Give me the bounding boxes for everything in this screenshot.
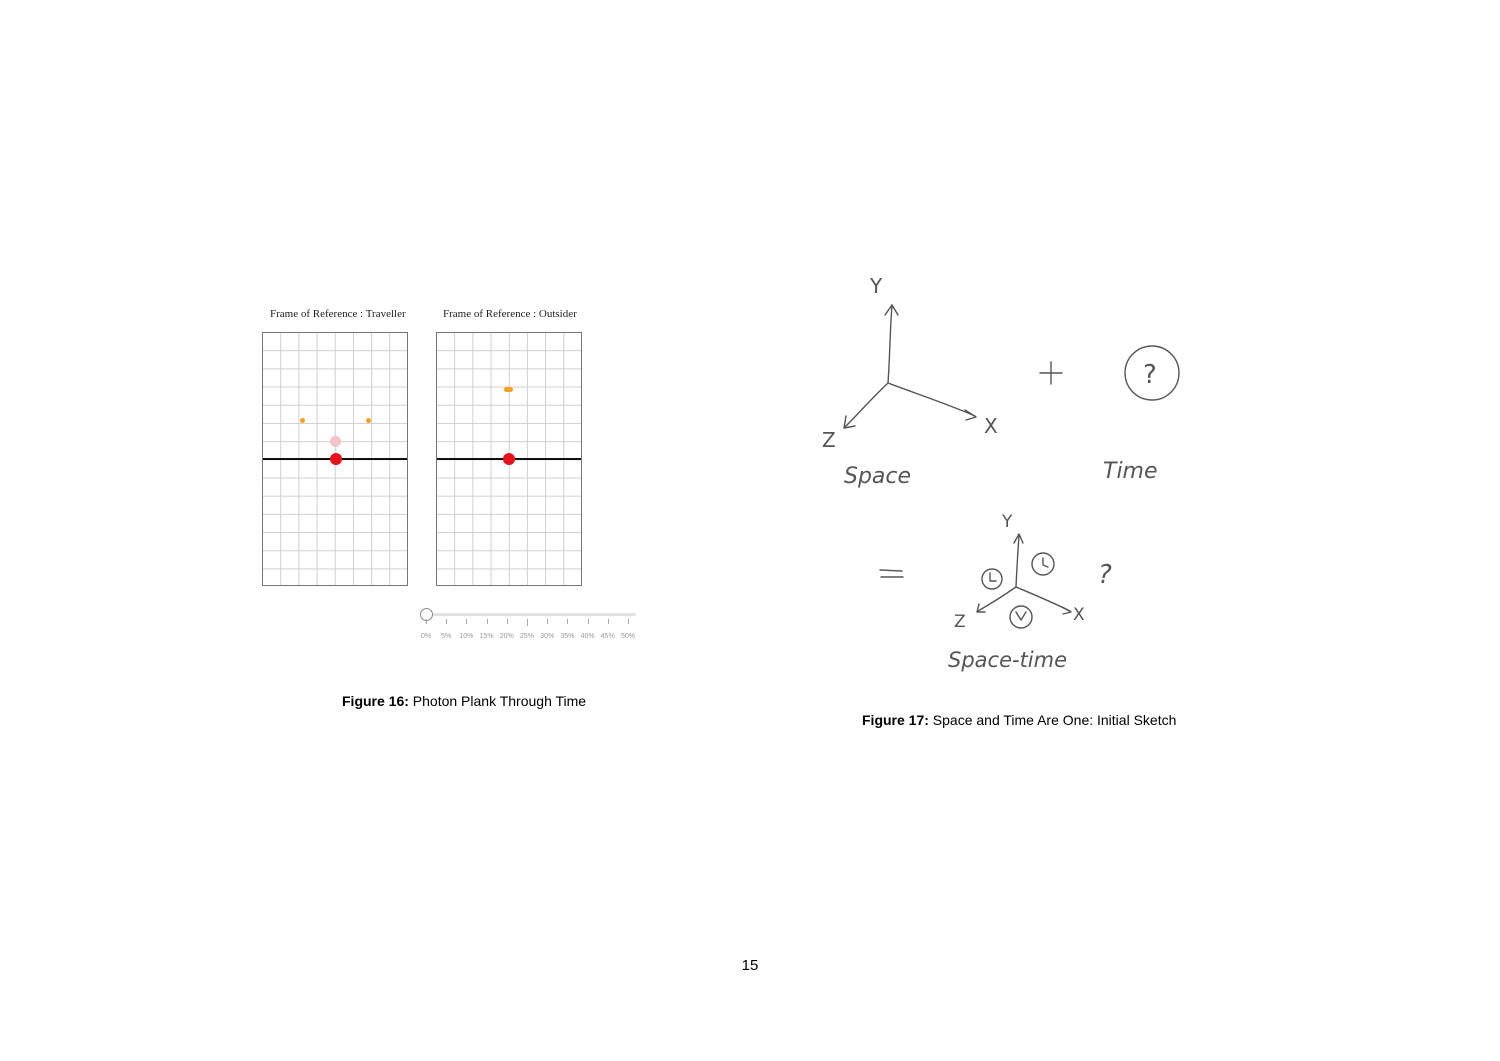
spacetime-sketch [800, 265, 1220, 685]
spacetime-label: Space-time [948, 648, 1068, 672]
plank-marker [330, 453, 342, 465]
slider-tick-label: 30% [540, 633, 555, 640]
slider-tick [567, 619, 568, 624]
slider-tick-label: 50% [620, 633, 636, 640]
space-x-axis [888, 383, 975, 416]
figure17-caption [862, 712, 1176, 728]
plank-ghost [330, 436, 341, 447]
slider-track [424, 613, 636, 616]
photon-pair [504, 387, 513, 392]
slider-tick [608, 619, 609, 624]
slider-ticks [426, 619, 628, 627]
spacetime-x-label: X [1073, 605, 1085, 625]
question-mark: ? [1098, 560, 1112, 590]
slider-tick [507, 619, 508, 624]
slider-tick-label: 5% [441, 633, 452, 640]
slider-tick [527, 619, 528, 626]
time-label: Time [1103, 459, 1158, 484]
space-y-label: Y [870, 274, 883, 298]
slider-tick [588, 619, 589, 624]
figure16-caption [342, 693, 586, 709]
outsider-frame-title: Frame of Reference : Outsider [443, 308, 577, 320]
slider-tick-label: 35% [560, 633, 575, 640]
slider-tick [446, 619, 447, 624]
slider-tick [547, 619, 548, 624]
slider-tick [628, 619, 629, 624]
slider-tick-label: 15% [479, 633, 494, 640]
outsider-grid-panel [436, 332, 582, 586]
figure16-label: Figure 16: [342, 693, 409, 709]
slider-tick [487, 619, 488, 624]
slider-tick [466, 619, 467, 624]
space-x-label: X [984, 414, 998, 438]
slider-tick-label: 0% [420, 633, 432, 640]
figure17-text: Space and Time Are One: Initial Sketch [932, 712, 1177, 728]
plus-sign [1040, 362, 1062, 384]
plank-marker [503, 453, 515, 465]
figure17-label: Figure 17: [862, 712, 929, 728]
slider-tick [426, 619, 427, 624]
space-y-axis [888, 305, 892, 383]
space-label: Space [844, 464, 912, 489]
spacetime-z-label: Z [954, 612, 966, 632]
time-symbol: ? [1143, 360, 1157, 390]
space-z-axis [845, 383, 888, 427]
slider-tick-label: 25% [519, 633, 535, 640]
photon-right [366, 418, 371, 423]
clock-icon [982, 569, 1002, 589]
traveller-grid-panel [262, 332, 408, 586]
equals-sign [880, 570, 903, 577]
clock-icon [1010, 606, 1032, 628]
spacetime-x-arrow [1062, 607, 1071, 614]
traveller-frame-title: Frame of Reference : Traveller [270, 308, 406, 320]
spacetime-y-label: Y [1002, 512, 1013, 532]
page-number: 15 [741, 957, 759, 974]
spacetime-y-axis [1016, 535, 1019, 587]
figure16-text: Photon Plank Through Time [412, 693, 587, 709]
slider-tick-label: 10% [459, 633, 474, 640]
photon-left [300, 418, 305, 423]
space-z-label: Z [822, 428, 836, 452]
spacetime-z-axis [978, 587, 1016, 611]
slider-tick-label: 20% [499, 633, 514, 640]
slider-tick-label: 45% [600, 633, 615, 640]
slider-tick-labels [420, 633, 636, 643]
slider-tick-label: 40% [580, 633, 595, 640]
